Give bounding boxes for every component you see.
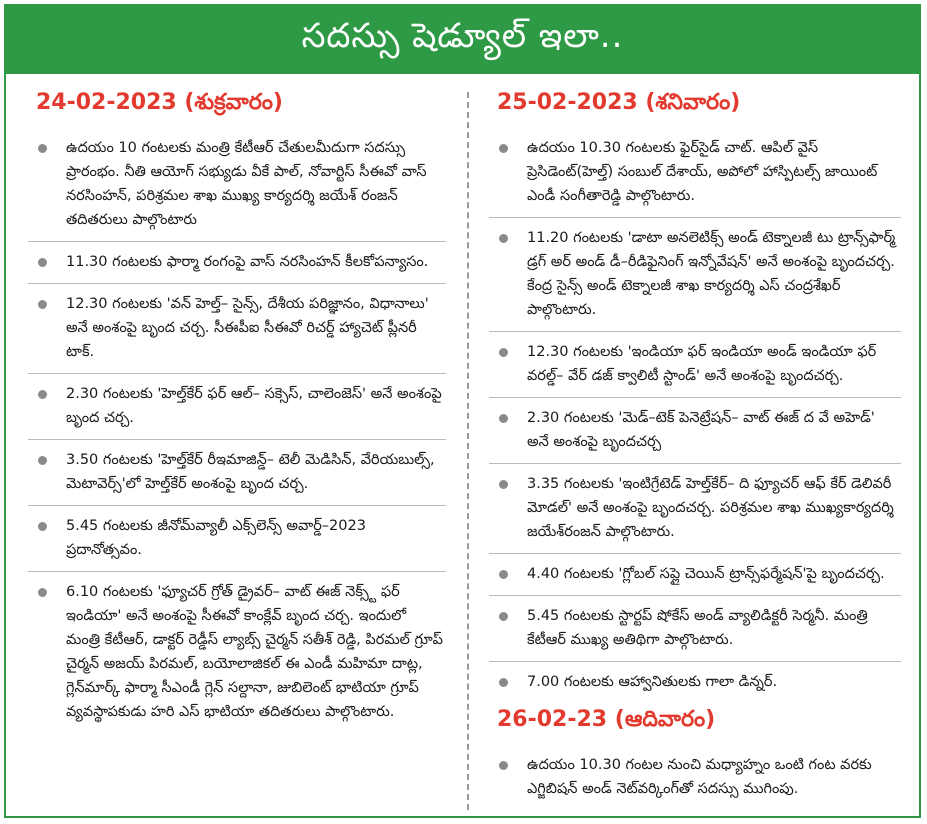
list-item xyxy=(489,398,901,464)
bullet-icon xyxy=(499,761,508,770)
list-item xyxy=(28,506,446,572)
bullet-icon xyxy=(38,300,47,309)
day3-list xyxy=(489,745,901,810)
item-text: 6.10 గంటలకు 'ఫ్యూచర్ గ్రోత్ డ్రైవర్– వాట్ ఈజ్ నెక్స్ట్ ఫర్ ఇండియా' అనే అంశంపై సీఈవో కాంక్లేవ్ బృంద చర్చ. ఇందులో మంత్రి కేటీఆర్, డాక్టర్ రెడ్డీస్ ల్యాబ్స్ చైర్మన్ సతీశ్ రెడ్డి, పిరమల్ గ్రూప్ చైర్మన్ అజయ్ పిరమల్, బయోలాజికల్ ఈ ఎండీ మహిమా దాట్ల, గ్లెన్‌మార్క్ ఫార్మా సీఎండీ గ్లెన్ సల్దానా, జుబిలెంట్ భాటియా గ్రూప్ వ్యవస్థాపకుడు హరి ఎస్ భాటియా తదితరులు పాల్గొంటారు. xyxy=(66,584,443,720)
item-text: 5.45 గంటలకు స్టార్టప్ షోకేస్ అండ్ వ్యాలిడిక్టరీ సెర్మనీ. మంత్రి కేటీఆర్ ముఖ్య అతిథిగా పాల్గొంటారు. xyxy=(527,608,868,648)
list-item xyxy=(28,128,446,242)
item-text: 5.45 గంటలకు జీనోమ్‌వ్యాలీ ఎక్స్‌లెన్స్ అవార్డ్–2023 ప్రదానోత్సవం. xyxy=(66,518,366,558)
list-item xyxy=(489,128,901,218)
list-item xyxy=(28,440,446,506)
banner-title: సదస్సు షెడ్యూల్ ఇలా.. xyxy=(6,6,919,74)
bullet-icon xyxy=(38,144,47,153)
item-text: ఉదయం 10.30 గంటల నుంచి మధ్యాహ్నం ఒంటి గంట వరకు ఎగ్జిబిషన్ అండ్ నెట్‌వర్కింగ్‌తో సదస్సు ముగింపు. xyxy=(527,757,872,797)
list-item xyxy=(489,464,901,554)
day1-column xyxy=(28,90,446,733)
bullet-icon xyxy=(38,390,47,399)
list-item xyxy=(28,374,446,440)
bullet-icon xyxy=(38,456,47,465)
list-item xyxy=(489,332,901,398)
item-text: 2.30 గంటలకు 'మెడ్–టెక్ పెనెట్రేషన్– వాట్ ఈజ్ ద వే అహెడ్' అనే అంశంపై బృందచర్చ xyxy=(527,410,875,450)
bullet-icon xyxy=(499,414,508,423)
day2-list xyxy=(489,128,901,703)
day2-date: 25-02-2023 (శనివారం) xyxy=(497,90,741,115)
bullet-icon xyxy=(499,570,508,579)
item-text: 11.20 గంటలకు 'డాటా అనలెటిక్స్ అండ్ టెక్నాలజీ టు ట్రాన్స్‌ఫార్మ్ డ్రగ్ అర్ అండ్ డీ–రీడిఫైనింగ్ ఇన్నోవేషన్' అనే అంశంపై బృందచర్చ. కేంద్ర సైన్స్ అండ్ టెక్నాలజీ శాఖ కార్యదర్శి ఎస్ చంద్రశేఖర్ పాల్గొంటారు. xyxy=(527,230,896,318)
list-item xyxy=(489,596,901,662)
list-item xyxy=(28,284,446,374)
item-text: 12.30 గంటలకు 'ఇండియా ఫర్ ఇండియా అండ్ ఇండియా ఫర్ వరల్డ్– వేర్ డజ్ క్వాలిటీ స్టాండ్' అనే అంశంపై బృందచర్చ. xyxy=(527,344,877,384)
column-divider xyxy=(467,92,469,810)
bullet-icon xyxy=(38,588,47,597)
item-text: 12.30 గంటలకు 'వన్ హెల్త్– సైన్స్, దేశీయ పరిజ్ఞానం, విధానాలు' అనే అంశంపై బృంద చర్చ. సీఈపీఐ సీఈవో రిచర్డ్ హ్యాచెట్ ప్లీనరీ టాక్. xyxy=(66,296,429,360)
list-item xyxy=(489,554,901,596)
item-text: 4.40 గంటలకు 'గ్లోబల్ సప్లై చెయిన్ ట్రాన్స్‌ఫర్మేషన్'పై బృందచర్చ. xyxy=(527,566,885,582)
item-text: ఉదయం 10 గంటలకు మంత్రి కేటీఆర్ చేతులమీదుగా సదస్సు ప్రారంభం. నీతి ఆయోగ్ సభ్యుడు వీకే పాల్, నోవార్టిస్ సీఈవో వాస్ నరసింహన్, పరిశ్రమల శాఖ ముఖ్య కార్యదర్శి జయేశ్ రంజన్ తదితరులు పాల్గొంటారు xyxy=(66,140,427,228)
bullet-icon xyxy=(499,612,508,621)
list-item xyxy=(489,745,901,810)
bullet-icon xyxy=(499,348,508,357)
list-item xyxy=(28,242,446,284)
day1-list xyxy=(28,128,446,733)
item-text: 2.30 గంటలకు 'హెల్త్‌కేర్ ఫర్ ఆల్– సక్సెస్, చాలెంజెస్' అనే అంశంపై బృంద చర్చ. xyxy=(66,386,442,426)
day3-date: 26-02-23 (ఆదివారం) xyxy=(497,707,716,732)
item-text: 11.30 గంటలకు ఫార్మా రంగంపై వాస్ నరసింహన్ కీలకోపన్యాసం. xyxy=(66,254,429,270)
day1-date: 24-02-2023 (శుక్రవారం) xyxy=(36,90,283,115)
item-text: 7.00 గంటలకు ఆహ్వానితులకు గాలా డిన్నర్. xyxy=(527,674,778,690)
day2-column xyxy=(489,90,901,810)
schedule-card xyxy=(4,4,921,818)
bullet-icon xyxy=(499,234,508,243)
bullet-icon xyxy=(499,480,508,489)
list-item xyxy=(28,572,446,733)
bullet-icon xyxy=(38,258,47,267)
list-item xyxy=(489,218,901,332)
list-item xyxy=(489,662,901,703)
item-text: ఉదయం 10.30 గంటలకు ఫైర్‌సైడ్ చాట్. ఆపిల్ వైస్ ప్రెసిడెంట్(హెల్త్) సంబుల్ దేశాయ్, అపోలో హాస్పిటల్స్ జాయింట్ ఎండీ సంగీతారెడ్డి పాల్గొంటారు. xyxy=(527,140,878,204)
item-text: 3.35 గంటలకు 'ఇంటిగ్రేటెడ్ హెల్త్‌కేర్– ది ఫ్యూచర్ ఆఫ్ కేర్ డెలివరీ మోడల్' అనే అంశంపై బృందచర్చ. పరిశ్రమల శాఖ ముఖ్యకార్యదర్శి జయేశ్‌రంజన్ పాల్గొంటారు. xyxy=(527,476,894,540)
item-text: 3.50 గంటలకు 'హెల్త్‌కేర్ రీఇమాజిన్డ్– టెలీ మెడిసిన్, వేరియబుల్స్, మెటావెర్స్'లో హెల్త్‌కేర్ అంశంపై బృంద చర్చ. xyxy=(66,452,435,492)
bullet-icon xyxy=(499,678,508,687)
bullet-icon xyxy=(38,522,47,531)
bullet-icon xyxy=(499,144,508,153)
